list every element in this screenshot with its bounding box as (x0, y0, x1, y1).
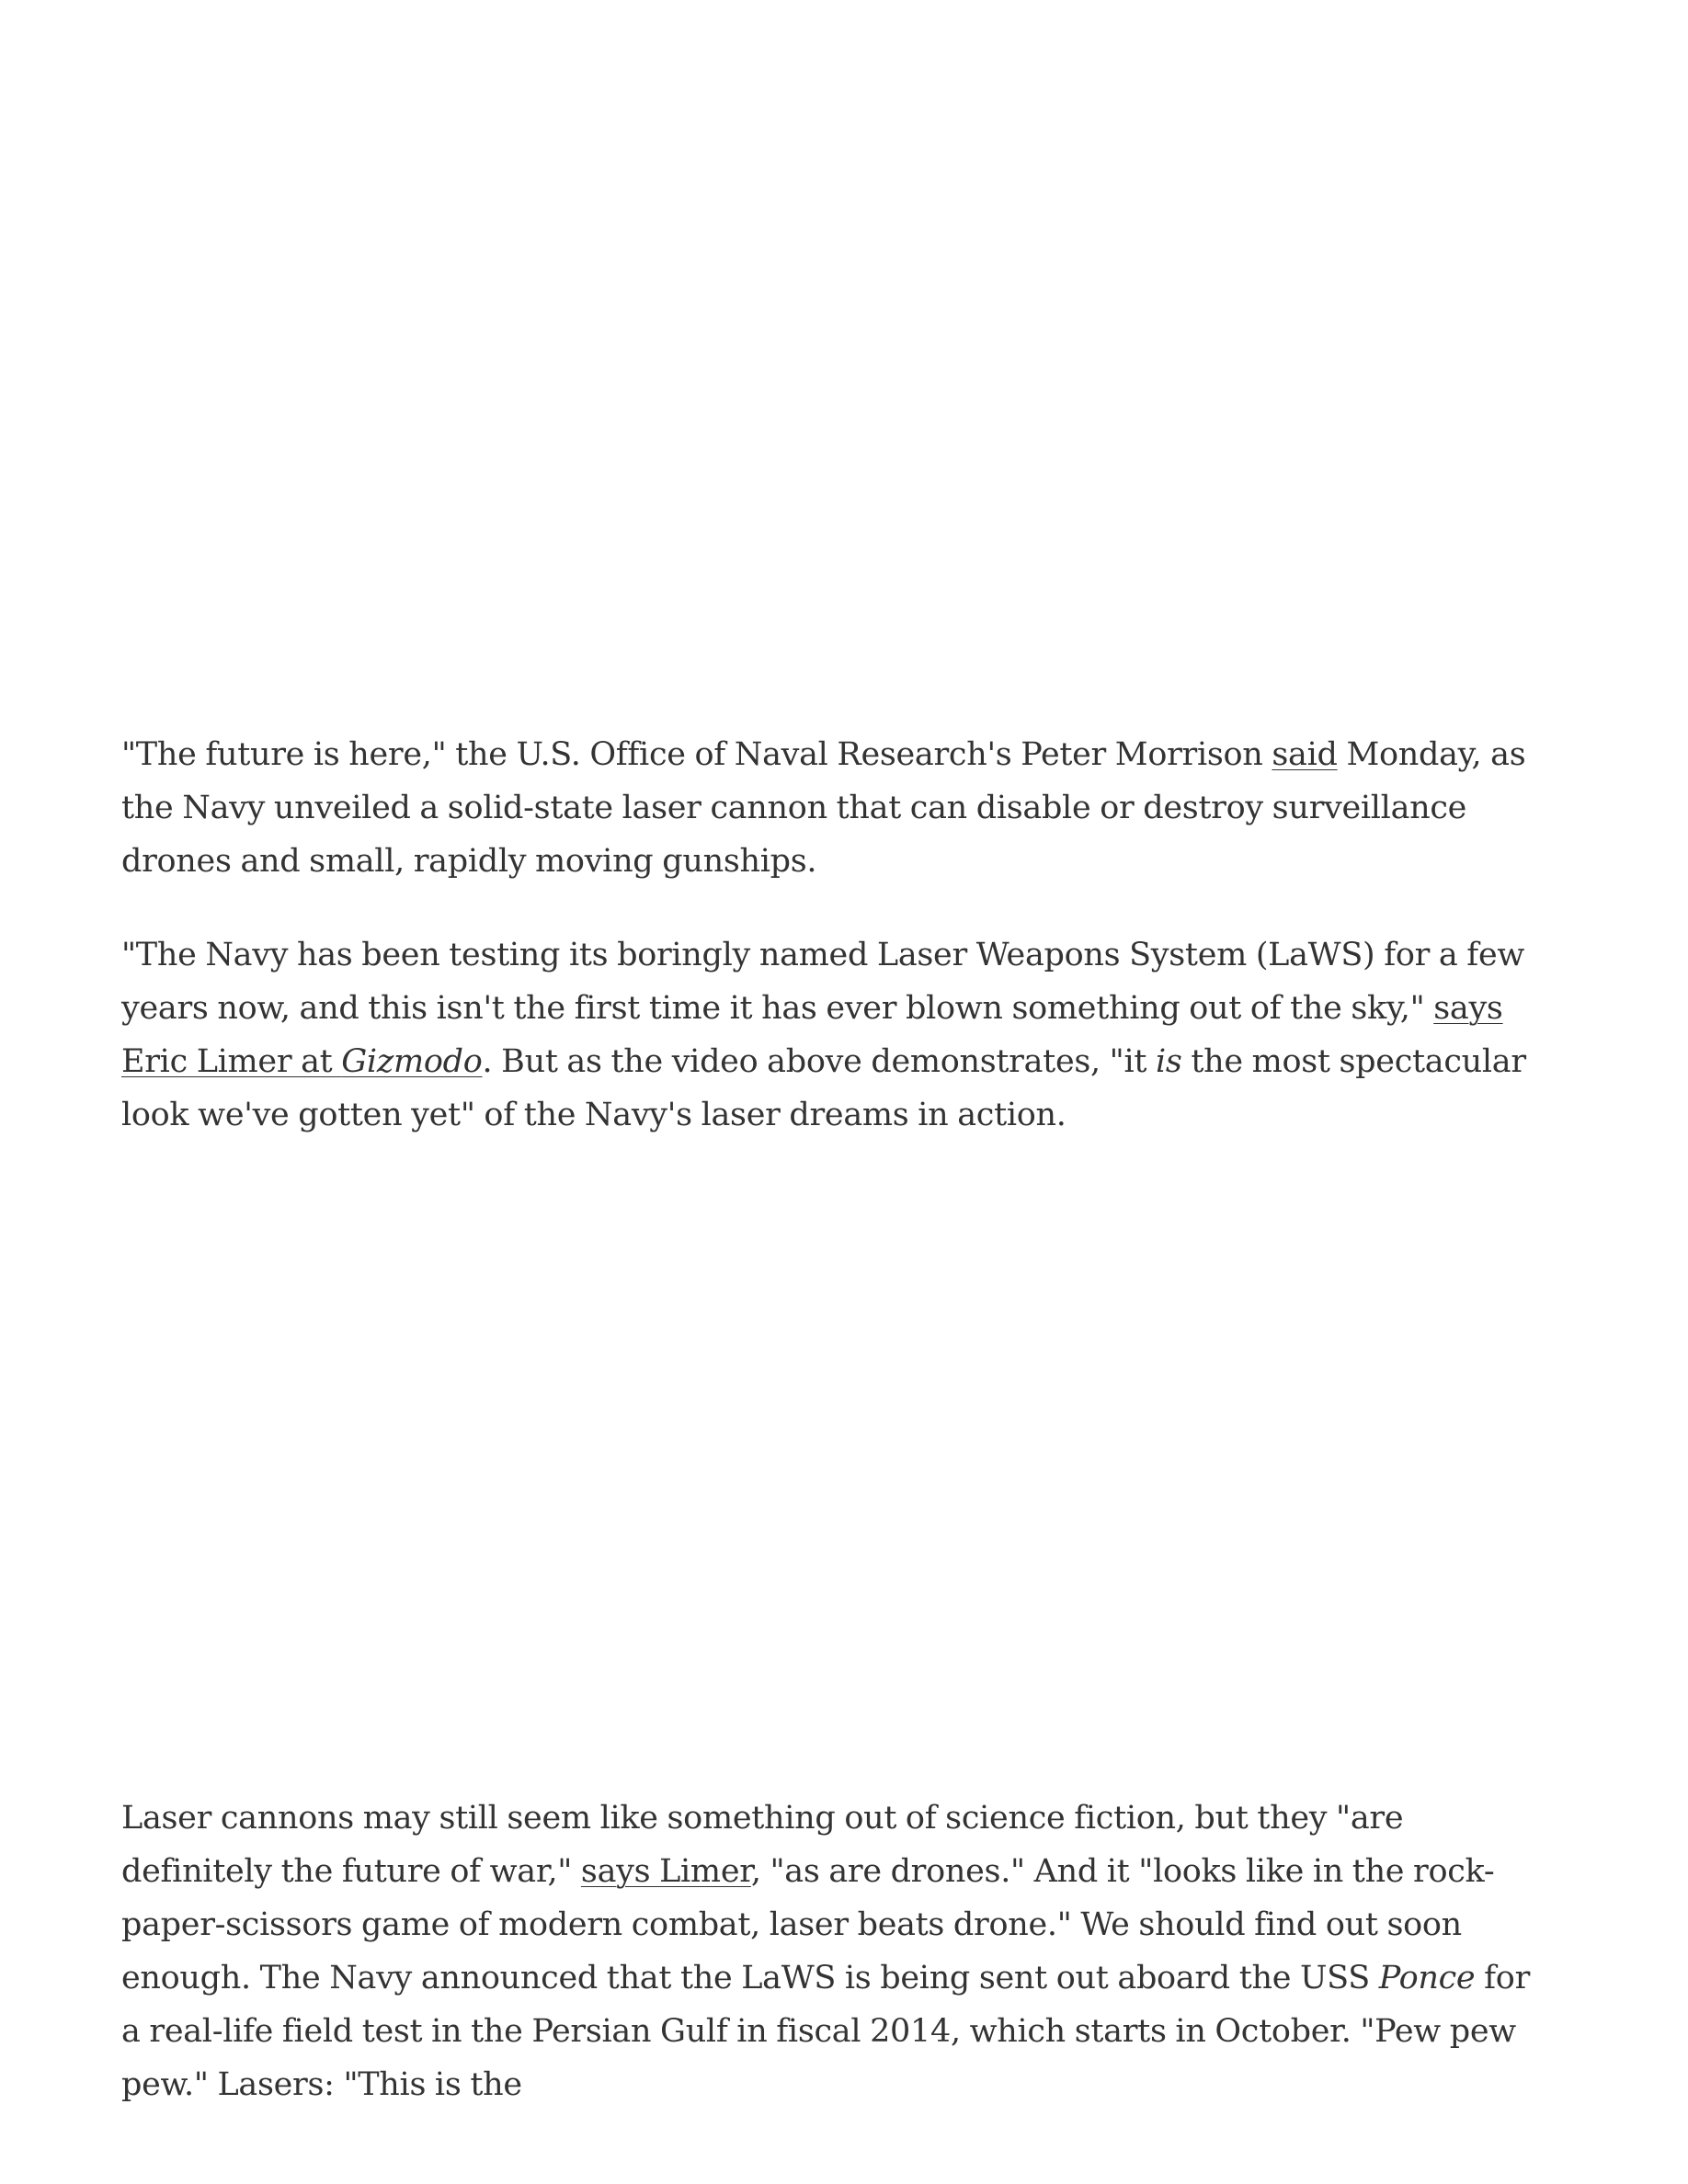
paragraph-2 (121, 928, 1556, 1142)
paragraph-1-text-a: "The future is here," the U.S. Office of Naval Research's Peter Morrison (121, 736, 1272, 773)
paragraph-1-text-b: Monday, as the Navy unveiled a solid-state laser cannon that can disable or destroy surveillance drones and small, rapidly moving gunships. (121, 736, 1526, 880)
top-media-placeholder (121, 0, 1556, 708)
paragraph-2-text-a: "The Navy has been testing its boringly named Laser Weapons System (LaWS) for a few years now, and this isn't the first time it has ever blown something out of the sky," (121, 937, 1525, 1027)
said-link[interactable]: said (1272, 736, 1338, 773)
paragraph-3-text-c: for a real-life field test in the Persian Gulf in fiscal 2014, which starts in October. "Pew pew pew." Lasers: "This is the (121, 1960, 1530, 2103)
paragraph-3 (121, 1792, 1556, 2111)
gizmodo-link-text: says Eric Limer at (121, 990, 1503, 1080)
paragraph-2-text-c: the most spectacular look we've gotten yet" of the Navy's laser dreams in action. (121, 1043, 1526, 1133)
paragraph-3-text-a: Laser cannons may still seem like something out of science fiction, but they "are definitely the future of war," (121, 1800, 1404, 1890)
paragraph-2-text-b: . But as the video above demonstrates, "it (482, 1043, 1156, 1080)
says-limer-link[interactable]: says Limer (580, 1853, 751, 1890)
paragraph-1 (121, 728, 1556, 888)
paragraph-3-emphasis: Ponce (1378, 1960, 1476, 1996)
video-embed-placeholder (121, 1186, 1556, 1774)
paragraph-3-text-b: , "as are drones." And it "looks like in the rock-paper-scissors game of modern combat, laser beats drone." We should find out soon enough. The Navy announced that the LaWS is being sent out aboard the USS (121, 1853, 1495, 1996)
gizmodo-link-em: Gizmodo (341, 1043, 483, 1080)
article-body-bottom (121, 1792, 1556, 2111)
paragraph-2-emphasis: is (1155, 1043, 1182, 1080)
article-body-top (121, 728, 1556, 1142)
